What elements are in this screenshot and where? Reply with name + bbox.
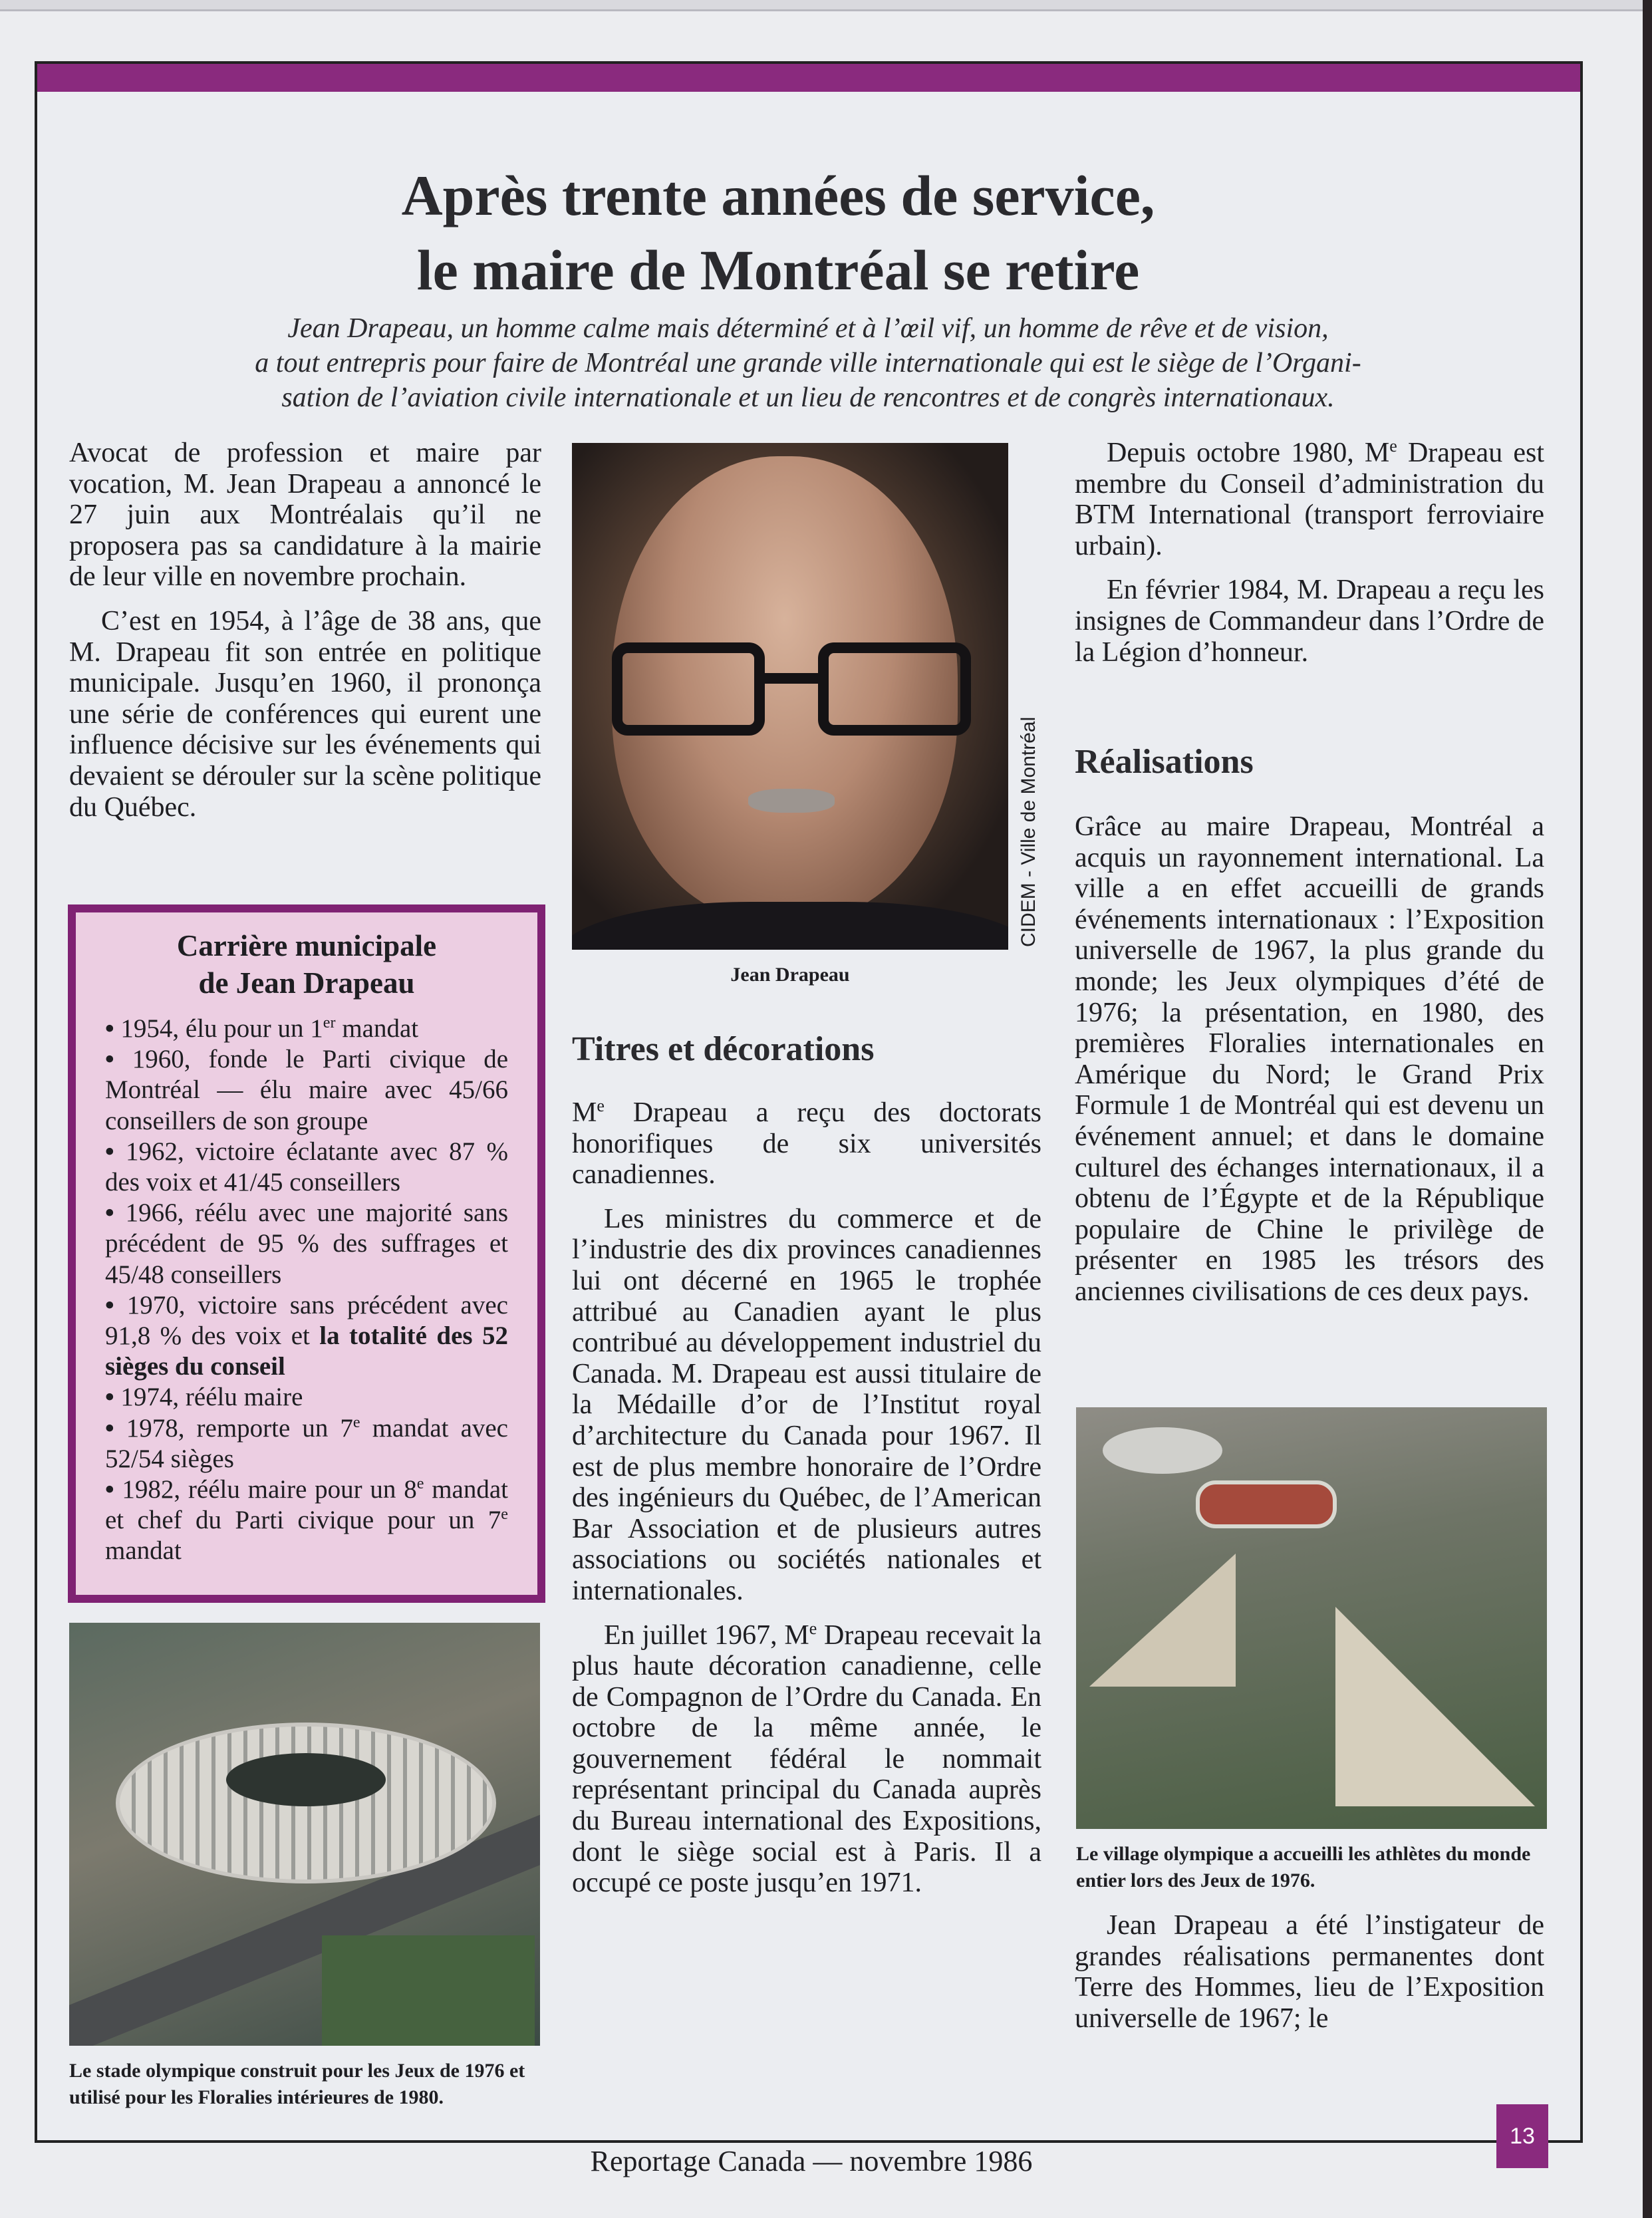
- village-stadium-shape: [1103, 1427, 1222, 1474]
- stadium-caption: Le stade olympique construit pour les Jeux de 1976 et utilisé pour les Floralies intérieures de 1980.: [69, 2060, 525, 2108]
- olympic-stadium-photo: [69, 1623, 540, 2046]
- list-item: • 1954, élu pour un 1er mandat: [105, 1014, 508, 1044]
- village-track-shape: [1196, 1480, 1337, 1528]
- portrait-glasses-shape: [612, 642, 971, 736]
- page-footer: Reportage Canada — novembre 1986: [590, 2145, 1033, 2177]
- paragraph: C’est en 1954, à l’âge de 38 ans, que M. Drapeau fit son entrée en politique municipale. Jusqu’en 1960, il prononça une série de conférences qui eurent une influence décisive sur les événements qui devaient se dérouler sur la scène politique du Québec.: [69, 605, 541, 823]
- page-top-edge: [0, 0, 1652, 11]
- realisations-continued: [1075, 1910, 1544, 2034]
- standfirst-line-2: a tout entrepris pour faire de Montréal une grande ville internationale qui est le siège de l’Organi-: [255, 348, 1361, 378]
- photo-credit: CIDEM - Ville de Montréal: [1018, 716, 1039, 947]
- village-pyramid-shape: [1335, 1607, 1535, 1806]
- standfirst: [160, 311, 1456, 415]
- career-list: [105, 1014, 508, 1567]
- olympic-village-photo: [1076, 1407, 1547, 1829]
- list-item: • 1978, remporte un 7e mandat avec 52/54 sièges: [105, 1413, 508, 1474]
- career-title-line-1: Carrière municipale: [176, 929, 437, 962]
- paragraph: Les ministres du commerce et de l’industrie des dix provinces canadiennes lui ont décerné en 1965 le trophée attribué au Canadien ayant le plus contribué au développement industriel du Canada. M. Drapeau est aussi titulaire de la Médaille d’or de l’Institut royal d’architecture du Canada pour 1967. Il est de plus membre honoraire de l’Ordre des ingénieurs du Québec, de l’American Bar Association et de plusieurs autres associations ou sociétés nationales et internationales.: [572, 1203, 1041, 1606]
- stadium-garden-shape: [322, 1935, 535, 2046]
- village-pyramid-shape: [1089, 1554, 1236, 1687]
- realisations-text: [1075, 811, 1544, 1308]
- career-sidebar-box: [68, 904, 545, 1603]
- paragraph: Me Drapeau a reçu des doctorats honorifiques de six universités canadiennes.: [572, 1096, 1041, 1190]
- column-3: [1075, 438, 1544, 681]
- realisations-heading: Réalisations: [1075, 743, 1254, 781]
- portrait-photo: [572, 443, 1008, 950]
- page-number: 13: [1496, 2104, 1548, 2168]
- paragraph: Avocat de profession et maire par vocation, M. Jean Drapeau a annoncé le 27 juin aux Montréalais qu’il ne proposera pas sa candidature à la mairie de leur ville en novembre prochain.: [69, 438, 541, 593]
- title-line-1: Après trente années de service,: [401, 164, 1155, 227]
- list-item: • 1962, victoire éclatante avec 87 % des voix et 41/45 conseillers: [105, 1137, 508, 1198]
- paragraph: En février 1984, M. Drapeau a reçu les insignes de Commandeur dans l’Ordre de la Légion d’honneur.: [1075, 575, 1544, 668]
- title-line-2: le maire de Montréal se retire: [416, 238, 1140, 302]
- list-item: • 1970, victoire sans précédent avec 91,8 % des voix et la totalité des 52 sièges du conseil: [105, 1290, 508, 1383]
- page-right-edge: [1643, 0, 1652, 2218]
- column-1: [69, 438, 541, 836]
- portrait-shoulder-shape: [572, 902, 1008, 950]
- career-title-line-2: de Jean Drapeau: [198, 966, 415, 1000]
- paragraph: En juillet 1967, Me Drapeau recevait la plus haute décoration canadienne, celle de Compagnon de l’Ordre du Canada. En octobre de la même année, le gouvernement fédéral le nommait représentant principal du Canada auprès du Bureau international des Expositions, dont le siège social est à Paris. Il a occupé ce poste jusqu’en 1971.: [572, 1618, 1041, 1899]
- career-box-title: [105, 927, 508, 1002]
- titres-heading: Titres et décorations: [572, 1030, 875, 1068]
- standfirst-line-3: sation de l’aviation civile internationale et un lieu de rencontres et de congrès internationaux.: [281, 382, 1335, 413]
- column-2: [572, 1097, 1041, 1912]
- portrait-caption: Jean Drapeau: [730, 964, 850, 986]
- paragraph: Depuis octobre 1980, Me Drapeau est membre du Conseil d’administration du BTM International (transport ferroviaire urbain).: [1075, 436, 1544, 561]
- portrait-moustache-shape: [748, 789, 835, 813]
- paragraph: Jean Drapeau a été l’instigateur de grandes réalisations permanentes dont Terre des Hommes, lieu de l’Exposition universelle de 1967; le: [1075, 1910, 1544, 2034]
- stadium-dome-shape: [116, 1723, 496, 1883]
- list-item: • 1982, réélu maire pour un 8e mandat et chef du Parti civique pour un 7e mandat: [105, 1474, 508, 1567]
- list-item: • 1960, fonde le Parti civique de Montréal — élu maire avec 45/66 conseillers de son groupe: [105, 1044, 508, 1137]
- standfirst-line-1: Jean Drapeau, un homme calme mais déterminé et à l’œil vif, un homme de rêve et de vision,: [287, 313, 1329, 344]
- article-title: [200, 158, 1357, 307]
- village-caption: Le village olympique a accueilli les athlètes du monde entier lors des Jeux de 1976.: [1076, 1843, 1531, 1891]
- paragraph: Grâce au maire Drapeau, Montréal a acquis un rayonnement international. La ville a en effet accueilli de grands événements internationaux : l’Exposition universelle de 1967, la plus grande du monde; les Jeux olympiques d’été de 1976; la présentation, en 1980, des premières Floralies internationales en Amérique du Nord; le Grand Prix Formule 1 de Montréal qui est devenu un événement annuel; et dans le domaine culturel des échanges internationaux, il a obtenu de l’Égypte et de la République populaire de Chine le privilège de présenter en 1985 les trésors des anciennes civilisations de ces deux pays.: [1075, 811, 1544, 1307]
- list-item: • 1974, réélu maire: [105, 1382, 508, 1413]
- list-item: • 1966, réélu avec une majorité sans précédent de 95 % des suffrages et 45/48 conseillers: [105, 1198, 508, 1290]
